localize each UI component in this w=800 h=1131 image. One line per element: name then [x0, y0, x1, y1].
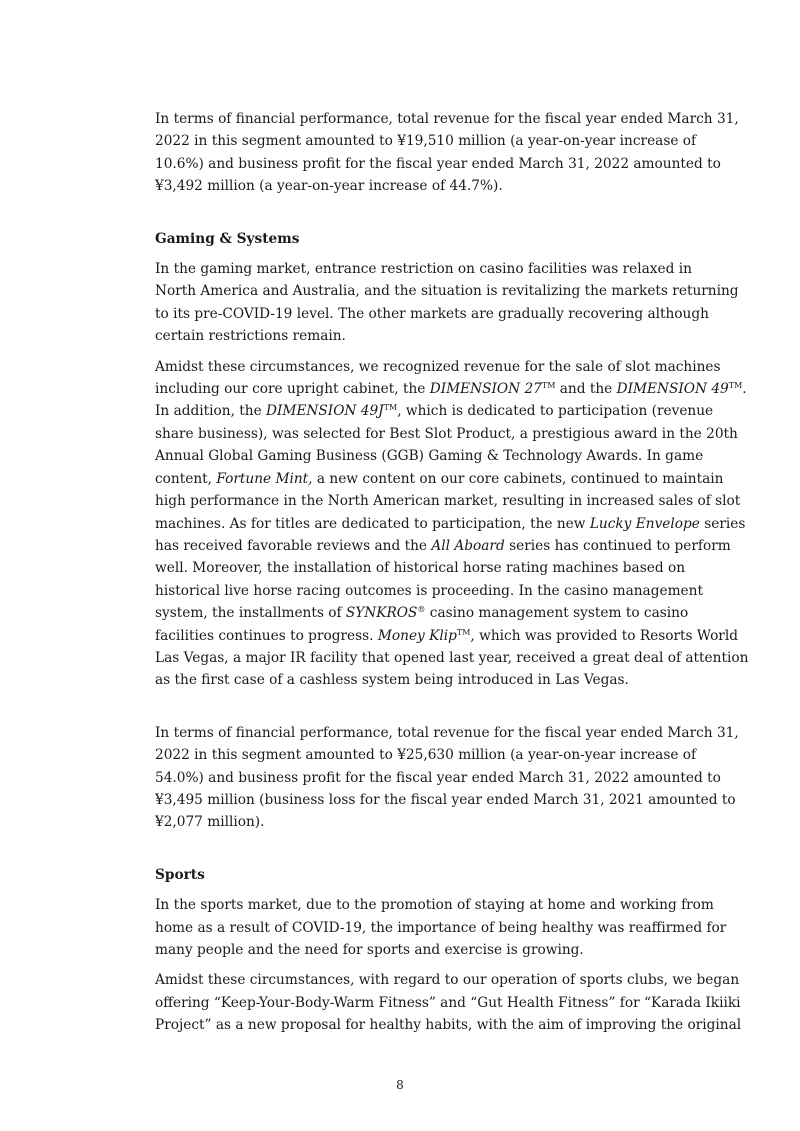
page-number: 8	[396, 1078, 404, 1092]
paragraph-sports-circumstances	[155, 969, 742, 1036]
text-line: share business), was selected for Best Slot Product, a prestigious award in the 20th	[155, 425, 738, 442]
text-line: Annual Global Gaming Business (GGB) Gaming & Technology Awards. In game	[155, 448, 704, 465]
paragraph-financial-1	[155, 108, 739, 198]
text-line: In terms of financial performance, total revenue for the fiscal year ended March 31,	[155, 724, 739, 741]
text-line: In terms of financial performance, total revenue for the fiscal year ended March 31,	[155, 111, 739, 127]
registered-mark: ®	[417, 605, 426, 615]
paragraph-sports-market	[155, 894, 727, 961]
text-line: 2022 in this segment amounted to ¥19,510 million (a year-on-year increase of	[155, 133, 697, 150]
product-name: Fortune Mint,	[216, 470, 313, 487]
text-line: Las Vegas, a major IR facility that opened last year, received a great deal of attention	[155, 649, 749, 666]
text-line: Project” as a new proposal for healthy habits, with the aim of improving the original	[155, 1017, 742, 1034]
product-name: Lucky Envelope	[589, 515, 700, 532]
heading-gaming-systems: Gaming & Systems	[155, 230, 300, 247]
text-line: In addition, the DIMENSION 49J™, which is dedicated to participation (revenue	[155, 403, 714, 420]
heading-sports: Sports	[155, 866, 205, 883]
text-line: certain restrictions remain.	[155, 328, 346, 345]
product-name: Money Klip	[377, 627, 457, 644]
paragraph-gaming-circumstances	[155, 356, 749, 692]
text-line: including our core upright cabinet, the DIMENSION 27™ and the DIMENSION 49™.	[155, 381, 747, 398]
trademark-mark: TM	[541, 381, 556, 391]
text-line: ¥3,495 million (business loss for the fiscal year ended March 31, 2021 amounted to	[155, 791, 736, 808]
text-line: home as a result of COVID-19, the importance of being healthy was reaffirmed for	[155, 919, 727, 936]
text-line: content, Fortune Mint, a new content on our core cabinets, continued to maintain	[155, 470, 724, 487]
text-line: ¥3,492 million (a year-on-year increase of 44.7%).	[155, 178, 503, 195]
text-line: offering “Keep-Your-Body-Warm Fitness” and “Gut Health Fitness” for “Karada Ikiiki	[155, 994, 741, 1011]
product-name: DIMENSION 27	[429, 381, 542, 398]
product-name: DIMENSION 49	[616, 381, 729, 398]
text-line: machines. As for titles are dedicated to participation, the new Lucky Envelope series	[155, 515, 746, 532]
product-name: DIMENSION 49J	[266, 403, 384, 420]
text-line: In the sports market, due to the promotion of staying at home and working from	[155, 897, 714, 914]
text-line: In the gaming market, entrance restriction on casino facilities was relaxed in	[155, 261, 692, 278]
text-line: Amidst these circumstances, we recognized revenue for the sale of slot machines	[155, 358, 721, 375]
document-body	[155, 108, 749, 1037]
product-name: SYNKROS	[345, 605, 418, 622]
text-line: many people and the need for sports and exercise is growing.	[155, 942, 584, 958]
text-line: system, the installments of SYNKROS® casino management system to casino	[155, 605, 689, 622]
text-line: historical live horse racing outcomes is proceeding. In the casino management	[155, 582, 703, 599]
text-line: as the first case of a cashless system being introduced in Las Vegas.	[155, 672, 629, 689]
paragraph-gaming-market	[155, 258, 739, 348]
trademark-mark: TM	[728, 381, 743, 391]
text-line: has received favorable reviews and the All Aboard series has continued to perform	[155, 537, 731, 554]
text-line: 54.0%) and business profit for the fiscal year ended March 31, 2022 amounted to	[155, 769, 721, 786]
text-line: well. Moreover, the installation of historical horse rating machines based on	[155, 560, 686, 577]
text-line: to its pre-COVID-19 level. The other markets are gradually recovering although	[155, 305, 709, 322]
text-line: North America and Australia, and the situation is revitalizing the markets returning	[155, 283, 739, 300]
text-line: high performance in the North American market, resulting in increased sales of slot	[155, 493, 741, 510]
text-line: Amidst these circumstances, with regard to our operation of sports clubs, we began	[155, 972, 740, 989]
product-name: All Aboard	[431, 537, 505, 554]
text-line: ¥2,077 million).	[155, 814, 265, 831]
text-line: 2022 in this segment amounted to ¥25,630 million (a year-on-year increase of	[155, 747, 697, 764]
paragraph-financial-2	[155, 722, 739, 834]
text-line: 10.6%) and business profit for the fiscal year ended March 31, 2022 amounted to	[155, 155, 721, 172]
text-line: facilities continues to progress. Money Klip™, which was provided to Resorts World	[155, 627, 738, 644]
trademark-mark: TM	[383, 403, 398, 413]
trademark-mark: TM	[456, 627, 471, 637]
